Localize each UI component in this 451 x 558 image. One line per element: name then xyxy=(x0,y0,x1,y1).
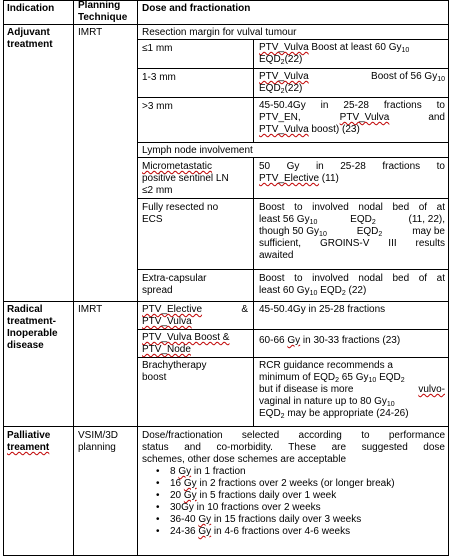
section-divider-radical xyxy=(3,301,449,302)
ptv-vulva-term: PTV_Vulva xyxy=(339,112,390,123)
table-border-left xyxy=(3,0,4,556)
dose-line: Boost to involved nodal bed of at xyxy=(259,202,445,213)
dose-sub: 10 xyxy=(309,290,318,297)
ptv-node-term: PTV_Node xyxy=(142,344,191,355)
adjuvant-indication-line: treatment xyxy=(7,39,53,50)
sub-column-divider xyxy=(253,39,254,142)
dose-line: RCR guidance recommends a xyxy=(259,360,393,371)
ptv-vulva-term: PTV_Vulva xyxy=(142,316,192,327)
dose-text: vaginal in nature up to 80 Gy xyxy=(259,396,387,407)
table-border-right xyxy=(448,0,449,556)
dose-text: least 56 Gy xyxy=(259,214,310,225)
dose-text: may be xyxy=(412,226,445,237)
dose-text: Boost at least 60 Gy xyxy=(308,42,402,53)
margin-label-gt3mm: >3 mm xyxy=(142,101,173,112)
dose-line: Boost to involved nodal bed of at xyxy=(259,273,445,284)
row-line xyxy=(137,198,449,199)
ptv-en-term: PTV_EN, xyxy=(259,112,301,123)
dose-text: 16 xyxy=(170,478,184,489)
margin-label-le1mm: ≤1 mm xyxy=(142,43,173,54)
vulvo-term: vulvo- xyxy=(418,384,445,395)
dose-text: in 1 fraction xyxy=(191,466,246,477)
section-divider-palliative xyxy=(3,426,449,427)
dose-text: EQD xyxy=(259,408,281,419)
label-line: Extra-capsular xyxy=(142,273,207,284)
ptv-vulva-boost-term: PTV_Vulva Boost & xyxy=(142,332,230,343)
dose-text: 60-66 xyxy=(259,335,288,346)
dose-sub: 2 xyxy=(280,88,285,95)
palliative-dose xyxy=(142,430,445,538)
dose-text: but if disease is more xyxy=(259,384,354,395)
dose-text: EQD xyxy=(259,54,281,65)
dose-text: 30Gy in 10 fractions over 2 weeks xyxy=(170,502,321,513)
table-border-bottom xyxy=(3,555,449,556)
dose-text: in 2 fractions over 2 weeks (or longer break) xyxy=(196,478,395,489)
dose-ref: (11, 22), xyxy=(408,214,445,225)
header-technique-line: Technique xyxy=(78,12,128,23)
adjuvant-technique: IMRT xyxy=(78,27,103,38)
dose-text: 8 xyxy=(170,466,179,477)
dose-sub: 2 xyxy=(371,219,376,226)
intro-line: Dose/fractionation selected according to performance xyxy=(142,430,445,441)
gy-unit: Gy xyxy=(178,466,192,477)
intro-line: schemes, other dose schemes are acceptable xyxy=(142,454,346,465)
dose-text: in 15 fractions daily over 3 weeks xyxy=(211,514,362,525)
label-line: positive sentinel LN xyxy=(142,173,229,184)
dose-sub: 2 xyxy=(335,377,340,384)
radical-technique: IMRT xyxy=(78,304,103,315)
micrometastatic-dose xyxy=(259,161,445,185)
dose-text: EQD xyxy=(350,214,372,225)
dose-sub: 2 xyxy=(378,231,383,238)
gy-unit: Gy xyxy=(198,526,212,537)
dose-fractionation-table xyxy=(3,0,449,556)
fully-resected-label xyxy=(142,202,218,226)
header-divider xyxy=(3,24,449,25)
dose-sub: 2 xyxy=(341,290,346,297)
dose-text: minimum of EQD xyxy=(259,372,336,383)
resection-margin-header: Resection margin for vulval tumour xyxy=(142,27,297,38)
label-text: & xyxy=(241,304,248,315)
dose-line: 45-50.4Gy in 25-28 fractions to xyxy=(259,100,445,111)
gy-unit: Gy xyxy=(198,514,212,525)
label-line: boost xyxy=(142,372,167,383)
brachytherapy-dose xyxy=(259,360,445,420)
label-line: ECS xyxy=(142,214,163,225)
radical-indication-line: treatment- xyxy=(7,316,56,327)
dose-text: and xyxy=(428,112,445,123)
palliative-indication xyxy=(7,430,50,454)
list-item xyxy=(142,514,445,526)
list-item xyxy=(142,526,445,538)
dose-text: in 4-6 fractions over 4-6 weeks xyxy=(211,526,351,537)
dose-text: 65 Gy xyxy=(339,372,369,383)
dose-sub: 2 xyxy=(280,59,285,66)
dose-text: 36-40 xyxy=(170,514,199,525)
ptv-vulva-term: PTV_Vulva xyxy=(259,42,309,53)
gy-unit: Gy xyxy=(183,478,197,489)
intro-line: status and co-morbidity. These are suggested dose xyxy=(142,442,445,453)
dose-text: EQD xyxy=(356,226,379,237)
ptv-elective-term: PTV_Elective xyxy=(259,173,320,184)
label-line: ≤2 mm xyxy=(142,185,173,196)
label-line: spread xyxy=(142,285,173,296)
brachytherapy-label xyxy=(142,360,206,384)
header-indication: Indication xyxy=(7,3,55,14)
radical-indication-line: Radical xyxy=(7,304,43,315)
dose-ref: (22) xyxy=(284,54,303,65)
dose-sub: 2 xyxy=(280,413,285,420)
dose-sub: 2 xyxy=(400,377,405,384)
dose-text: though 50 Gy xyxy=(259,226,320,237)
row-line xyxy=(137,68,449,69)
dose-text: EQD xyxy=(317,285,342,296)
row-line xyxy=(137,329,449,330)
label-line: Brachytherapy xyxy=(142,360,207,371)
label-line: Fully resected no xyxy=(142,202,219,213)
dose-sub: 10 xyxy=(386,401,395,408)
radical-boost-label xyxy=(142,332,229,356)
dose-ref: boost) (23) xyxy=(308,124,360,135)
gy-unit: Gy xyxy=(287,335,301,346)
radical-boost-dose xyxy=(259,335,400,347)
header-planning-technique xyxy=(78,0,127,24)
sub-column-divider xyxy=(253,301,254,426)
list-item xyxy=(142,466,445,478)
gy-unit: Gy xyxy=(183,490,197,501)
radical-indication-line: disease xyxy=(7,340,44,351)
ptv-vulva-term: PTV_Vulva xyxy=(259,71,309,82)
row-line xyxy=(137,97,449,98)
column-divider-2 xyxy=(137,0,138,556)
row-line xyxy=(137,142,449,143)
margin-label-1-3mm: 1-3 mm xyxy=(142,72,176,83)
row-line xyxy=(137,269,449,270)
dose-ref: (22) xyxy=(284,83,303,94)
sub-column-divider xyxy=(253,157,254,301)
header-planning-line: Planning xyxy=(78,0,121,11)
row-line xyxy=(137,157,449,158)
technique-line: VSIM/3D xyxy=(78,430,119,441)
dose-sub: 10 xyxy=(401,47,410,54)
column-divider-1 xyxy=(73,0,74,556)
dose-text: EQD xyxy=(259,83,281,94)
extra-capsular-label xyxy=(142,273,206,297)
dose-scheme-list xyxy=(142,466,445,538)
palliative-technique xyxy=(78,430,118,454)
radical-indication-line: Inoperable xyxy=(7,328,58,339)
row-line xyxy=(137,357,449,358)
row-line xyxy=(137,39,449,40)
margin-dose-le1mm xyxy=(259,42,445,66)
dose-line: awaited xyxy=(259,250,294,261)
dose-sub: 10 xyxy=(319,231,327,238)
dose-text: least 60 Gy xyxy=(259,285,310,296)
table-border-top xyxy=(3,0,449,1)
micrometastatic-label xyxy=(142,161,229,197)
list-item xyxy=(142,490,445,502)
palliative-indication-line: Palliative xyxy=(7,430,51,441)
dose-text: EQD xyxy=(376,372,401,383)
header-dose-fractionation: Dose and fractionation xyxy=(142,3,251,14)
radical-elective-dose: 45-50.4Gy in 25-28 fractions xyxy=(259,304,386,315)
radical-elective-label xyxy=(142,304,248,328)
dose-line: 50 Gy in 25-28 fractions to xyxy=(259,161,445,172)
adjuvant-indication-line: Adjuvant xyxy=(7,27,50,38)
label-line: Micrometastatic xyxy=(142,161,213,172)
radical-indication xyxy=(7,304,58,352)
margin-dose-1-3mm xyxy=(259,71,445,95)
ptv-elective-term: PTV_Elective xyxy=(142,304,203,315)
palliative-indication-line: treament xyxy=(7,442,50,453)
dose-text: may be appropriate (24-26) xyxy=(284,408,409,419)
dose-text: Boost of 56 Gy xyxy=(371,71,438,82)
adjuvant-indication xyxy=(7,27,53,51)
dose-sub: 10 xyxy=(368,377,377,384)
dose-sub: 10 xyxy=(437,76,445,83)
ptv-vulva-term: PTV_Vulva xyxy=(259,124,309,135)
fully-resected-dose xyxy=(259,202,445,262)
dose-text: 20 xyxy=(170,490,184,501)
list-item xyxy=(142,478,445,490)
dose-text: in 5 fractions daily over 1 week xyxy=(196,490,337,501)
technique-line: planning xyxy=(78,442,116,453)
lymph-node-header: Lymph node involvement xyxy=(142,145,253,156)
dose-text: in 30-33 fractions (23) xyxy=(300,335,401,346)
margin-dose-gt3mm xyxy=(259,100,445,136)
dose-sub: 10 xyxy=(309,219,318,226)
list-item xyxy=(142,502,445,514)
extra-capsular-dose xyxy=(259,273,445,297)
dose-text: 24-36 xyxy=(170,526,199,537)
dose-line: sufficient, GROINS-V III results xyxy=(259,238,445,249)
dose-ref: (22) xyxy=(345,285,367,296)
dose-ref: (11) xyxy=(319,173,339,184)
